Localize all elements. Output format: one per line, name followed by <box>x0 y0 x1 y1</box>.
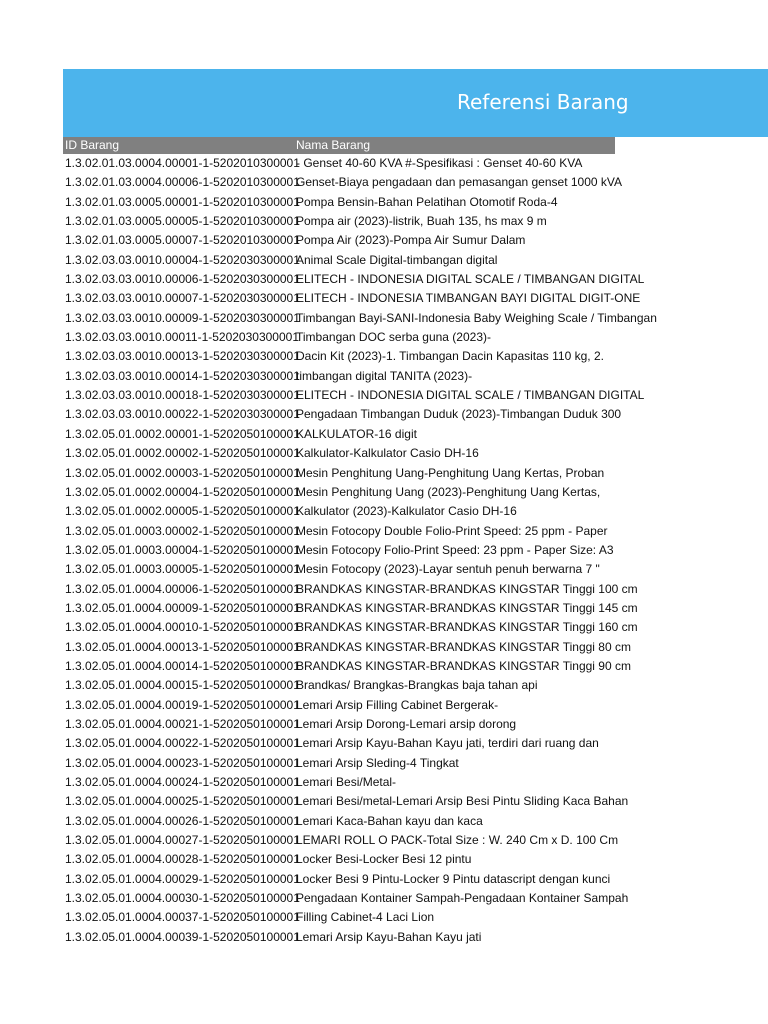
cell-nama-barang: Pengadaan Kontainer Sampah-Pengadaan Kontainer Sampah <box>296 891 629 906</box>
table-row <box>63 212 615 231</box>
cell-id-barang: 1.3.02.03.03.0010.00018-1-5202030300001 <box>65 388 300 403</box>
cell-id-barang: 1.3.02.03.03.0010.00009-1-5202030300001 <box>65 310 300 325</box>
cell-nama-barang: Brandkas/ Brangkas-Brangkas baja tahan api <box>296 678 538 693</box>
table-row <box>63 560 615 579</box>
table-row <box>63 754 615 773</box>
cell-id-barang: 1.3.02.03.03.0010.00011-1-5202030300001 <box>65 330 299 345</box>
table-row <box>63 270 645 289</box>
table-row <box>63 734 615 753</box>
table-body <box>63 154 657 947</box>
cell-nama-barang: Animal Scale Digital-timbangan digital <box>296 252 498 267</box>
cell-nama-barang: Dacin Kit (2023)-1. Timbangan Dacin Kapasitas 110 kg, 2. <box>296 349 604 364</box>
cell-nama-barang: Mesin Penghitung Uang (2023)-Penghitung Uang Kertas, <box>296 484 601 499</box>
table-row <box>63 328 615 347</box>
cell-id-barang: 1.3.02.01.03.0004.00006-1-5202010300001 <box>65 175 300 190</box>
cell-id-barang: 1.3.02.05.01.0004.00039-1-5202050100001 <box>65 929 300 944</box>
cell-nama-barang: Lemari Arsip Filling Cabinet Bergerak- <box>296 697 499 712</box>
cell-nama-barang: - Genset 40-60 KVA #-Spesifikasi : Genset 40-60 KVA <box>296 156 583 170</box>
cell-nama-barang: Timbangan DOC serba guna (2023)- <box>296 330 491 345</box>
cell-id-barang: 1.3.02.05.01.0004.00022-1-5202050100001 <box>65 736 300 751</box>
table-row <box>63 870 615 889</box>
cell-nama-barang: Lemari Arsip Sleding-4 Tingkat <box>296 755 459 770</box>
cell-id-barang: 1.3.02.05.01.0004.00037-1-5202050100001 <box>65 910 300 925</box>
cell-id-barang: 1.3.02.01.03.0004.00001-1-5202010300001 <box>65 156 300 170</box>
cell-nama-barang: Mesin Penghitung Uang-Penghitung Uang Kertas, Proban <box>296 465 605 480</box>
table-row <box>63 850 615 869</box>
table-row <box>63 696 615 715</box>
table-row <box>63 928 615 947</box>
table-row <box>63 522 615 541</box>
cell-id-barang: 1.3.02.05.01.0004.00023-1-5202050100001 <box>65 755 300 770</box>
reference-table <box>63 137 657 947</box>
cell-nama-barang: Lemari Besi/Metal- <box>296 775 397 789</box>
cell-nama-barang: KALKULATOR-16 digit <box>296 426 417 441</box>
cell-nama-barang: Mesin Fotocopy Folio-Print Speed: 23 ppm - Paper Size: A3 <box>296 542 614 557</box>
cell-nama-barang: ELITECH - INDONESIA TIMBANGAN BAYI DIGITAL DIGIT-ONE <box>296 291 641 306</box>
cell-id-barang: 1.3.02.03.03.0010.00006-1-5202030300001 <box>65 272 300 287</box>
table-row <box>63 367 615 386</box>
table-row <box>63 580 638 599</box>
table-row <box>63 541 615 560</box>
cell-id-barang: 1.3.02.03.03.0010.00022-1-5202030300001 <box>65 407 300 422</box>
cell-nama-barang: Filling Cabinet-4 Laci Lion <box>296 910 435 925</box>
table-row <box>63 599 638 618</box>
cell-id-barang: 1.3.02.05.01.0004.00026-1-5202050100001 <box>65 813 300 828</box>
cell-id-barang: 1.3.02.05.01.0004.00015-1-5202050100001 <box>65 678 300 693</box>
table-row <box>63 251 615 270</box>
table-row <box>63 464 615 483</box>
cell-nama-barang: BRANDKAS KINGSTAR-BRANDKAS KINGSTAR Tinggi 100 cm <box>296 581 638 596</box>
cell-id-barang: 1.3.02.05.01.0004.00027-1-5202050100001 <box>65 833 300 848</box>
title-banner <box>63 69 768 137</box>
cell-nama-barang: Lemari Arsip Kayu-Bahan Kayu jati <box>296 929 482 944</box>
cell-id-barang: 1.3.02.05.01.0004.00028-1-5202050100001 <box>65 852 300 867</box>
cell-nama-barang: Pengadaan Timbangan Duduk (2023)-Timbangan Duduk 300 <box>296 407 622 422</box>
cell-nama-barang: Lemari Arsip Dorong-Lemari arsip dorong <box>296 716 517 731</box>
cell-id-barang: 1.3.02.05.01.0004.00006-1-5202050100001 <box>65 581 300 596</box>
column-header-name: Nama Barang <box>296 138 371 152</box>
table-row <box>63 638 631 657</box>
cell-id-barang: 1.3.02.05.01.0004.00013-1-5202050100001 <box>65 639 300 654</box>
cell-id-barang: 1.3.02.05.01.0004.00024-1-5202050100001 <box>65 775 300 789</box>
cell-nama-barang: Locker Besi-Locker Besi 12 pintu <box>296 852 472 867</box>
cell-nama-barang: Mesin Fotocopy (2023)-Layar sentuh penuh berwarna 7 " <box>296 562 600 577</box>
cell-nama-barang: ELITECH - INDONESIA DIGITAL SCALE / TIMBANGAN DIGITAL <box>296 388 645 403</box>
column-header-id: ID Barang <box>65 138 120 152</box>
cell-id-barang: 1.3.02.05.01.0002.00001-1-5202050100001 <box>65 426 300 441</box>
table-row <box>63 386 645 405</box>
cell-id-barang: 1.3.02.05.01.0004.00029-1-5202050100001 <box>65 871 300 886</box>
cell-nama-barang: BRANDKAS KINGSTAR-BRANDKAS KINGSTAR Tinggi 145 cm <box>296 600 638 615</box>
table-header-row <box>63 137 615 154</box>
table-row <box>63 309 657 328</box>
table-row <box>63 618 638 637</box>
cell-id-barang: 1.3.02.05.01.0002.00005-1-5202050100001 <box>65 504 300 519</box>
cell-nama-barang: Kalkulator-Kalkulator Casio DH-16 <box>296 446 479 461</box>
table-row <box>63 289 641 308</box>
cell-id-barang: 1.3.02.03.03.0010.00014-1-5202030300001 <box>65 368 300 383</box>
cell-id-barang: 1.3.02.05.01.0004.00014-1-5202050100001 <box>65 658 300 673</box>
table-row <box>63 483 615 502</box>
table-row <box>63 444 615 463</box>
table-row <box>63 405 622 424</box>
cell-nama-barang: ELITECH - INDONESIA DIGITAL SCALE / TIMBANGAN DIGITAL <box>296 272 645 287</box>
cell-id-barang: 1.3.02.05.01.0002.00003-1-5202050100001 <box>65 465 300 480</box>
cell-nama-barang: BRANDKAS KINGSTAR-BRANDKAS KINGSTAR Tinggi 90 cm <box>296 658 631 673</box>
cell-nama-barang: Pompa Bensin-Bahan Pelatihan Otomotif Roda-4 <box>296 194 558 209</box>
cell-nama-barang: Pompa air (2023)-listrik, Buah 135, hs max 9 m <box>296 214 547 229</box>
table-row <box>63 657 631 676</box>
table-row <box>63 231 615 250</box>
cell-id-barang: 1.3.02.05.01.0004.00019-1-5202050100001 <box>65 697 300 712</box>
cell-id-barang: 1.3.02.03.03.0010.00007-1-5202030300001 <box>65 291 300 306</box>
cell-id-barang: 1.3.02.05.01.0002.00004-1-5202050100001 <box>65 484 300 499</box>
cell-nama-barang: Pompa Air (2023)-Pompa Air Sumur Dalam <box>296 233 526 248</box>
table-row <box>63 193 615 212</box>
table-row <box>63 154 615 173</box>
cell-nama-barang: Timbangan Bayi-SANI-Indonesia Baby Weighing Scale / Timbangan <box>296 310 657 325</box>
table-row <box>63 831 619 850</box>
cell-id-barang: 1.3.02.05.01.0003.00005-1-5202050100001 <box>65 562 300 577</box>
cell-nama-barang: Genset-Biaya pengadaan dan pemasangan genset 1000 kVA <box>296 175 623 190</box>
table-row <box>63 173 623 192</box>
cell-nama-barang: Lemari Besi/metal-Lemari Arsip Besi Pintu Sliding Kaca Bahan <box>296 794 629 809</box>
cell-id-barang: 1.3.02.05.01.0003.00002-1-5202050100001 <box>65 523 300 538</box>
cell-id-barang: 1.3.02.05.01.0004.00025-1-5202050100001 <box>65 794 300 809</box>
cell-id-barang: 1.3.02.05.01.0004.00030-1-5202050100001 <box>65 891 300 906</box>
cell-nama-barang: Lemari Arsip Kayu-Bahan Kayu jati, terdiri dari ruang dan <box>296 736 599 751</box>
cell-nama-barang: Mesin Fotocopy Double Folio-Print Speed: 25 ppm - Paper <box>296 523 608 538</box>
table-row <box>63 347 615 366</box>
cell-nama-barang: Locker Besi 9 Pintu-Locker 9 Pintu datascript dengan kunci <box>296 871 611 886</box>
cell-id-barang: 1.3.02.01.03.0005.00005-1-5202010300001 <box>65 214 300 229</box>
table-row <box>63 812 615 831</box>
cell-id-barang: 1.3.02.05.01.0002.00002-1-5202050100001 <box>65 446 300 461</box>
cell-nama-barang: BRANDKAS KINGSTAR-BRANDKAS KINGSTAR Tinggi 80 cm <box>296 639 631 654</box>
cell-nama-barang: BRANDKAS KINGSTAR-BRANDKAS KINGSTAR Tinggi 160 cm <box>296 620 638 635</box>
table-row <box>63 889 629 908</box>
page-title: Referensi Barang <box>457 90 629 114</box>
table-row <box>63 908 615 927</box>
table-row <box>63 502 615 521</box>
table-row <box>63 773 615 792</box>
cell-id-barang: 1.3.02.05.01.0003.00004-1-5202050100001 <box>65 542 300 557</box>
cell-nama-barang: LEMARI ROLL O PACK-Total Size : W. 240 Cm x D. 100 Cm <box>296 833 619 848</box>
cell-id-barang: 1.3.02.03.03.0010.00004-1-5202030300001 <box>65 252 300 267</box>
cell-nama-barang: Kalkulator (2023)-Kalkulator Casio DH-16 <box>296 504 517 519</box>
table-row <box>63 715 615 734</box>
table-row <box>63 792 629 811</box>
table-row <box>63 676 615 695</box>
cell-id-barang: 1.3.02.01.03.0005.00007-1-5202010300001 <box>65 233 300 248</box>
cell-nama-barang: Lemari Kaca-Bahan kayu dan kaca <box>296 813 483 828</box>
cell-id-barang: 1.3.02.03.03.0010.00013-1-5202030300001 <box>65 349 300 364</box>
table-row <box>63 425 615 444</box>
cell-id-barang: 1.3.02.01.03.0005.00001-1-5202010300001 <box>65 194 300 209</box>
cell-id-barang: 1.3.02.05.01.0004.00021-1-5202050100001 <box>65 716 300 731</box>
cell-id-barang: 1.3.02.05.01.0004.00009-1-5202050100001 <box>65 600 300 615</box>
cell-nama-barang: timbangan digital TANITA (2023)- <box>296 368 473 383</box>
cell-id-barang: 1.3.02.05.01.0004.00010-1-5202050100001 <box>65 620 300 635</box>
